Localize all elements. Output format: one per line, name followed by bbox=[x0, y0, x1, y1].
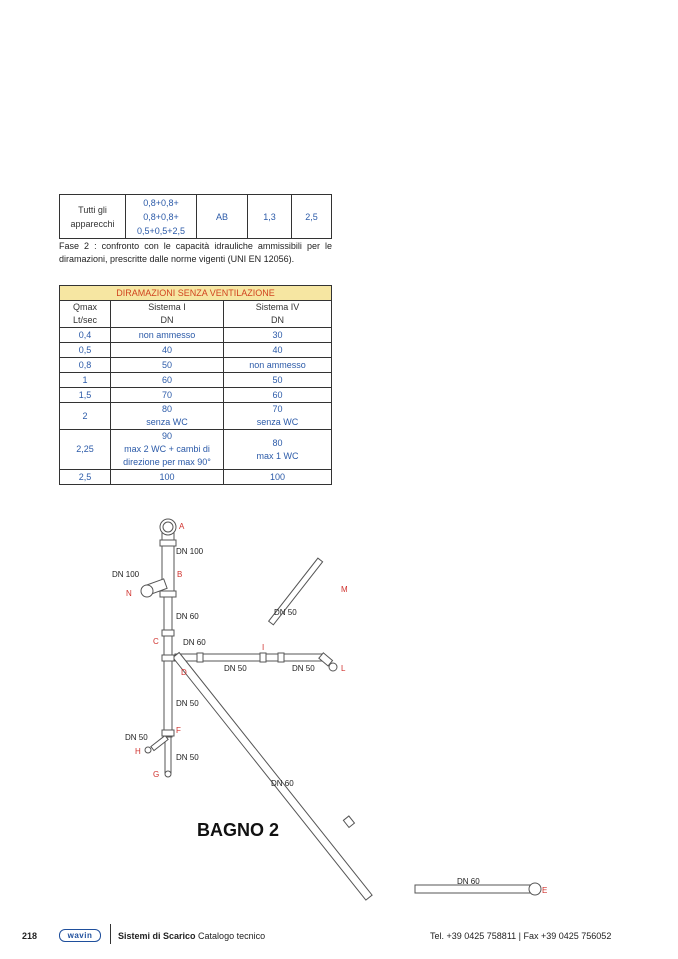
cell-s4: 100 bbox=[224, 470, 332, 485]
header-qmax-unit: Lt/sec bbox=[72, 315, 97, 325]
footer-contact: Tel. +39 0425 758811 | Fax +39 0425 756052 bbox=[430, 931, 612, 941]
table-title: DIRAMAZIONI SENZA VENTILAZIONE bbox=[60, 286, 332, 301]
cell-q: 2,5 bbox=[60, 470, 111, 485]
point-d: D bbox=[181, 668, 187, 677]
pipe-diagram bbox=[0, 510, 678, 910]
value1-cell: 1,3 bbox=[248, 195, 292, 239]
system-cell: AB bbox=[197, 195, 248, 239]
point-b: B bbox=[177, 570, 183, 579]
cell-s4: non ammesso bbox=[224, 358, 332, 373]
point-f: F bbox=[176, 726, 181, 735]
header-sistema-4 bbox=[224, 301, 332, 328]
header-sistema-1 bbox=[111, 301, 224, 328]
table-row bbox=[60, 430, 332, 470]
label-dn100-b: DN 100 bbox=[112, 570, 140, 579]
cell-s1-note-2: direzione per max 90° bbox=[123, 457, 211, 467]
table-row bbox=[60, 388, 332, 403]
table-row bbox=[60, 343, 332, 358]
cell-s1-note: senza WC bbox=[146, 417, 188, 427]
cell-q: 2,25 bbox=[60, 430, 111, 470]
point-l: L bbox=[341, 664, 346, 673]
cell-s1-value: 80 bbox=[161, 404, 172, 414]
cell-s1-note: max 2 WC + cambi di bbox=[124, 444, 210, 454]
cell-q: 1 bbox=[60, 373, 111, 388]
label-dn100-a: DN 100 bbox=[176, 547, 204, 556]
table-row bbox=[60, 470, 332, 485]
footer-title-rest: Catalogo tecnico bbox=[195, 931, 266, 941]
cell-s1 bbox=[111, 430, 224, 470]
cell-s4 bbox=[224, 403, 332, 430]
cell-s4-value: 70 bbox=[272, 404, 283, 414]
cell-s1 bbox=[111, 403, 224, 430]
cell-s4: 50 bbox=[224, 373, 332, 388]
cell-q: 0,5 bbox=[60, 343, 111, 358]
fitting bbox=[162, 630, 174, 636]
header-s1-label: Sistema I bbox=[148, 302, 186, 312]
diramazioni-table bbox=[59, 285, 332, 485]
header-s1-unit: DN bbox=[160, 315, 174, 325]
point-i: I bbox=[262, 643, 265, 652]
wavin-logo: wavin bbox=[59, 929, 101, 942]
footer-divider bbox=[110, 924, 111, 944]
appliances-label-cell bbox=[60, 195, 126, 239]
label-dn50-horizontal: DN 50 bbox=[224, 664, 247, 673]
point-e: E bbox=[542, 886, 548, 895]
cell-s1: non ammesso bbox=[111, 328, 224, 343]
pipe-end-n bbox=[141, 585, 153, 597]
cell-s4-value: 80 bbox=[272, 437, 283, 448]
table-row bbox=[60, 358, 332, 373]
fase-paragraph: Fase 2 : confronto con le capacità idrauliche ammissibili per le diramazioni, prescritte dalle norme vigenti (UNI EN 12056). bbox=[59, 241, 332, 264]
values-line-2: 0,8+0,8+ bbox=[143, 211, 179, 222]
point-a: A bbox=[179, 522, 185, 531]
appliances-values-cell bbox=[126, 195, 197, 239]
pipe-end-l bbox=[329, 663, 337, 671]
fitting bbox=[343, 816, 354, 827]
cell-s1: 60 bbox=[111, 373, 224, 388]
pipe-dn50-g bbox=[165, 737, 171, 773]
footer-title bbox=[118, 931, 265, 941]
header-qmax-label: Qmax bbox=[72, 302, 97, 312]
pipe-end-g bbox=[165, 771, 171, 777]
value2-cell: 2,5 bbox=[292, 195, 332, 239]
cell-s4: 30 bbox=[224, 328, 332, 343]
footer-title-bold: Sistemi di Scarico bbox=[118, 931, 196, 941]
pipe-dn60-bottom bbox=[415, 885, 531, 893]
cell-s4-note: senza WC bbox=[256, 417, 299, 427]
cell-q: 0,8 bbox=[60, 358, 111, 373]
table-row bbox=[60, 373, 332, 388]
label-dn50-h: DN 50 bbox=[125, 733, 148, 742]
values-line-1: 0,8+0,8+ bbox=[143, 197, 179, 208]
cell-s4-note: max 1 WC bbox=[256, 450, 299, 461]
label-dn60-e: DN 60 bbox=[457, 877, 480, 886]
pipe-end-e bbox=[529, 883, 541, 895]
fitting bbox=[160, 540, 176, 546]
header-s4-label: Sistema IV bbox=[255, 302, 300, 312]
fitting bbox=[162, 655, 174, 661]
fitting bbox=[260, 653, 266, 662]
cell-s1: 70 bbox=[111, 388, 224, 403]
header-qmax bbox=[60, 301, 111, 328]
cell-s4: 60 bbox=[224, 388, 332, 403]
diagram-title: BAGNO 2 bbox=[197, 820, 280, 840]
values-line-3: 0,5+0,5+2,5 bbox=[136, 225, 186, 236]
label-dn50-g: DN 50 bbox=[176, 753, 199, 762]
label-dn50-m: DN 50 bbox=[274, 608, 297, 617]
appliances-table bbox=[59, 194, 332, 239]
header-s4-unit: DN bbox=[271, 315, 284, 325]
label-dn50-l: DN 50 bbox=[292, 664, 315, 673]
cell-s1: 50 bbox=[111, 358, 224, 373]
fitting bbox=[278, 653, 284, 662]
point-h: H bbox=[135, 747, 141, 756]
cell-s4: 40 bbox=[224, 343, 332, 358]
table-row bbox=[60, 328, 332, 343]
pipe-end-h bbox=[145, 747, 151, 753]
label-dn60-c: DN 60 bbox=[176, 612, 199, 621]
pipe-dn60-diagonal bbox=[173, 653, 372, 901]
cell-s1: 40 bbox=[111, 343, 224, 358]
point-n: N bbox=[126, 589, 132, 598]
cell-q: 0,4 bbox=[60, 328, 111, 343]
pipe-end-a bbox=[160, 519, 176, 535]
cell-s1: 100 bbox=[111, 470, 224, 485]
appliances-label: Tutti gli apparecchi bbox=[70, 204, 115, 229]
page-number: 218 bbox=[22, 931, 38, 941]
point-g: G bbox=[153, 770, 160, 779]
pipe-dn60-vertical bbox=[164, 592, 172, 737]
cell-q: 2 bbox=[60, 403, 111, 430]
fitting bbox=[162, 730, 174, 736]
cell-s4 bbox=[224, 430, 332, 470]
label-dn60-d: DN 60 bbox=[183, 638, 206, 647]
label-dn50-vertical: DN 50 bbox=[176, 699, 199, 708]
point-m: M bbox=[341, 585, 348, 594]
fitting bbox=[160, 591, 176, 597]
cell-s1-value: 90 bbox=[161, 431, 172, 441]
label-dn60-diagonal: DN 60 bbox=[271, 779, 294, 788]
cell-q: 1,5 bbox=[60, 388, 111, 403]
point-c: C bbox=[153, 637, 159, 646]
table-row bbox=[60, 403, 332, 430]
fitting bbox=[197, 653, 203, 662]
